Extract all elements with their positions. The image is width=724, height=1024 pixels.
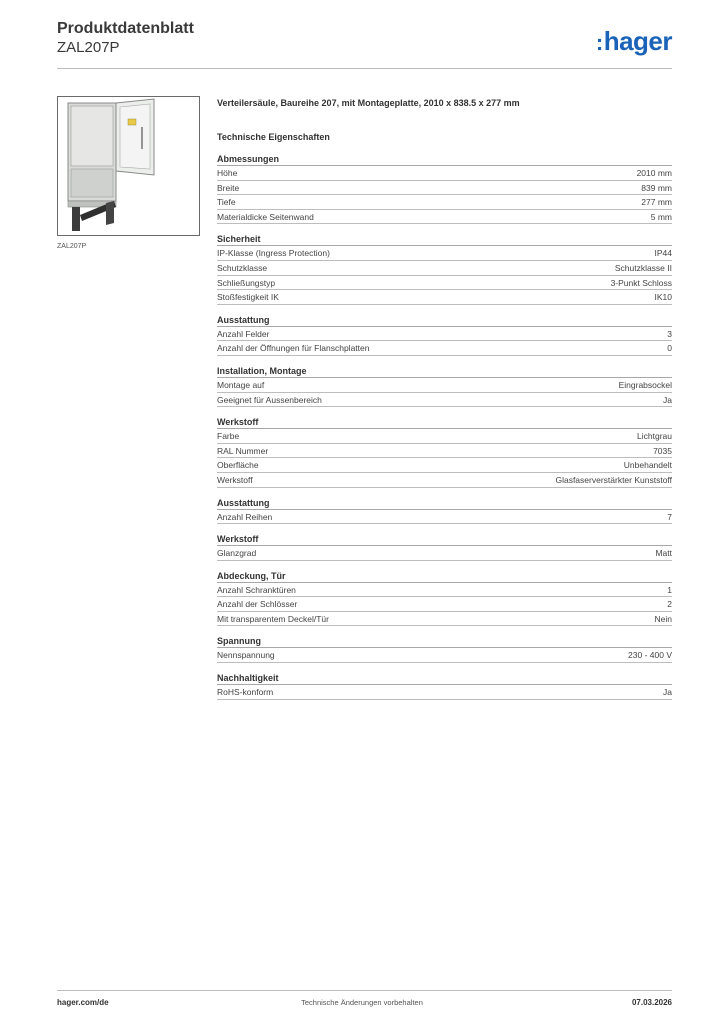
logo-text: hager — [603, 26, 672, 56]
footer-date: 07.03.2026 — [631, 998, 672, 1007]
product-image — [57, 96, 200, 236]
spec-value: Schutzklasse II — [614, 262, 672, 273]
spec-value: Ja — [663, 687, 672, 698]
spec-value: Unbehandelt — [623, 460, 672, 471]
section-title: Werkstoff — [217, 416, 672, 429]
spec-value: IK10 — [654, 292, 672, 303]
spec-row — [217, 210, 672, 225]
section-title: Abmessungen — [217, 153, 672, 166]
spec-value: 7035 — [653, 445, 672, 456]
section-title: Werkstoff — [217, 533, 672, 546]
spec-value: Glasfaserverstärkter Kunststoff — [555, 474, 672, 485]
spec-value: Ja — [663, 394, 672, 405]
section-title: Nachhaltigkeit — [217, 672, 672, 685]
spec-label: Schließungstyp — [217, 277, 276, 288]
spec-label: Anzahl der Öffnungen für Flanschplatten — [217, 343, 370, 354]
spec-value: 3-Punkt Schloss — [610, 277, 672, 288]
spec-label: RAL Nummer — [217, 445, 269, 456]
spec-section — [217, 365, 672, 407]
spec-value: 2010 mm — [636, 168, 672, 178]
section-title: Sicherheit — [217, 233, 672, 246]
spec-value: Lichtgrau — [637, 431, 672, 442]
spec-value: 277 mm — [641, 197, 672, 208]
spec-row — [217, 458, 672, 473]
spec-label: Nennspannung — [217, 650, 275, 661]
spec-label: IP-Klasse (Ingress Protection) — [217, 248, 330, 259]
spec-value: 3 — [667, 328, 672, 339]
section-title: Abdeckung, Tür — [217, 570, 672, 583]
spec-label: Anzahl Schranktüren — [217, 584, 296, 595]
product-description: Verteilersäule, Baureihe 207, mit Montageplatte, 2010 x 838.5 x 277 mm — [217, 98, 520, 108]
spec-label: Stoßfestigkeit IK — [217, 292, 279, 303]
spec-value: Nein — [654, 613, 672, 624]
spec-section — [217, 570, 672, 627]
spec-label: Anzahl der Schlösser — [217, 599, 298, 610]
spec-value: Eingrabsockel — [618, 379, 672, 390]
section-title: Installation, Montage — [217, 365, 672, 378]
header-divider — [57, 68, 672, 69]
spec-label: Breite — [217, 182, 240, 193]
spec-label: Schutzklasse — [217, 262, 268, 273]
spec-label: Anzahl Felder — [217, 328, 270, 339]
footer-website: hager.com/de — [57, 998, 109, 1007]
spec-row — [217, 181, 672, 196]
spec-row — [217, 393, 672, 408]
spec-row — [217, 473, 672, 488]
section-title: Ausstattung — [217, 314, 672, 327]
spec-label: Montage auf — [217, 379, 265, 390]
spec-row — [217, 276, 672, 291]
spec-label: Anzahl Reihen — [217, 511, 273, 522]
spec-section — [217, 153, 672, 224]
spec-row — [217, 685, 672, 700]
spec-sections — [217, 153, 672, 700]
spec-label: Mit transparentem Deckel/Tür — [217, 613, 329, 624]
spec-row — [217, 546, 672, 561]
spec-label: Höhe — [217, 168, 238, 178]
spec-row — [217, 648, 672, 663]
spec-section — [217, 672, 672, 700]
spec-section — [217, 533, 672, 561]
spec-label: Tiefe — [217, 197, 236, 208]
footer-note: Technische Änderungen vorbehalten — [301, 998, 423, 1007]
image-caption: ZAL207P — [57, 243, 87, 250]
spec-value: 2 — [667, 599, 672, 610]
spec-row — [217, 327, 672, 342]
spec-row — [217, 583, 672, 598]
spec-label: Materialdicke Seitenwand — [217, 211, 314, 222]
hager-logo — [596, 28, 672, 54]
spec-value: Matt — [655, 548, 672, 559]
section-title: Ausstattung — [217, 497, 672, 510]
spec-row — [217, 444, 672, 459]
page-title: Produktdatenblatt — [57, 20, 194, 37]
spec-row — [217, 597, 672, 612]
spec-row — [217, 612, 672, 627]
spec-value: 0 — [667, 343, 672, 354]
spec-value: 230 - 400 V — [628, 650, 672, 661]
spec-section — [217, 635, 672, 663]
spec-value: IP44 — [654, 248, 672, 259]
spec-content — [217, 96, 672, 700]
product-code: ZAL207P — [57, 39, 120, 56]
spec-value: 5 mm — [650, 211, 672, 222]
spec-label: Werkstoff — [217, 474, 253, 485]
logo-dots: : — [595, 30, 603, 55]
spec-label: RoHS-konform — [217, 687, 274, 698]
spec-label: Geeignet für Aussenbereich — [217, 394, 322, 405]
spec-row — [217, 195, 672, 210]
spec-value: 839 mm — [641, 182, 672, 193]
spec-section — [217, 233, 672, 304]
spec-row — [217, 290, 672, 305]
distribution-cabinet-illustration — [58, 97, 199, 235]
spec-row — [217, 378, 672, 393]
spec-row — [217, 246, 672, 261]
spec-value: 7 — [667, 511, 672, 522]
spec-row — [217, 341, 672, 356]
technical-heading: Technische Eigenschaften — [217, 132, 330, 142]
spec-section — [217, 497, 672, 525]
spec-label: Oberfläche — [217, 460, 259, 471]
footer-divider — [57, 990, 672, 991]
spec-section — [217, 314, 672, 356]
spec-value: 1 — [667, 584, 672, 595]
spec-section — [217, 416, 672, 487]
section-title: Spannung — [217, 635, 672, 648]
spec-label: Glanzgrad — [217, 548, 257, 559]
spec-row — [217, 166, 672, 181]
spec-row — [217, 429, 672, 444]
spec-row — [217, 261, 672, 276]
spec-row — [217, 510, 672, 525]
spec-label: Farbe — [217, 431, 240, 442]
